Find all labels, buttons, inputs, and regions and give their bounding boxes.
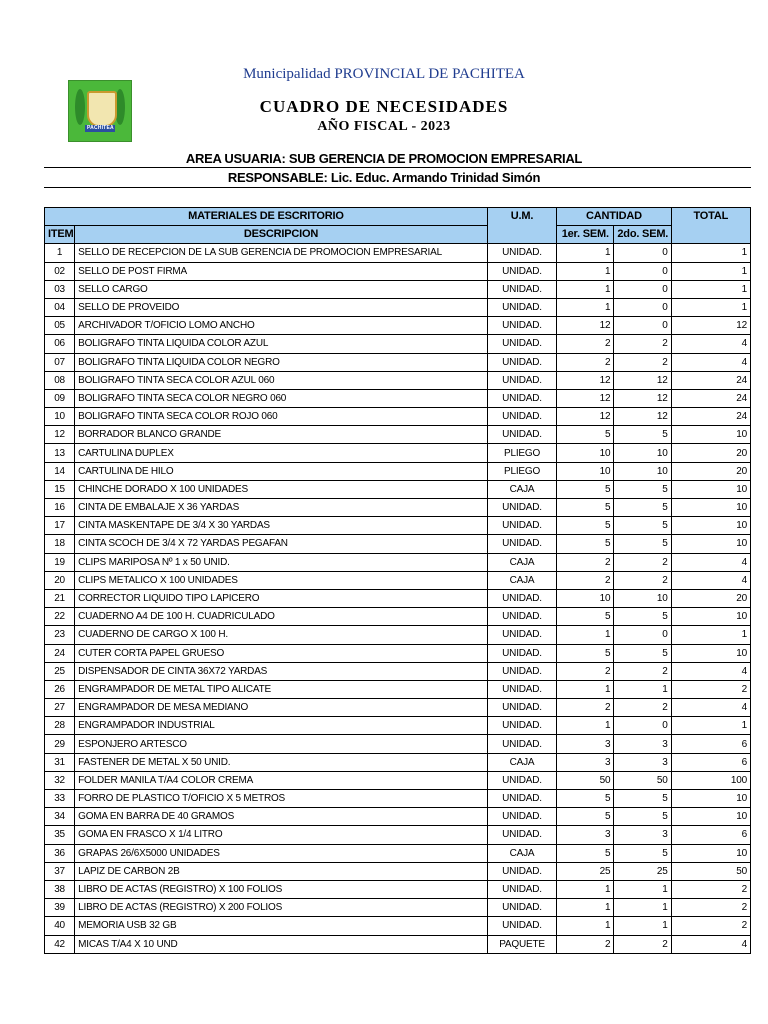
description-cell: MEMORIA USB 32 GB (75, 917, 488, 935)
description-cell: SELLO CARGO (75, 280, 488, 298)
sem1-cell: 50 (557, 771, 614, 789)
total-cell: 10 (671, 499, 750, 517)
description-cell: FASTENER DE METAL X 50 UNID. (75, 753, 488, 771)
sem2-cell: 1 (614, 917, 671, 935)
description-cell: FOLDER MANILA T/A4 COLOR CREMA (75, 771, 488, 789)
municipality-name: Municipalidad PROVINCIAL DE PACHITEA (243, 66, 525, 82)
table-row (45, 735, 751, 753)
total-cell: 10 (671, 426, 750, 444)
item-cell: 03 (45, 280, 75, 298)
total-cell: 1 (671, 262, 750, 280)
item-cell: 23 (45, 626, 75, 644)
um-cell: CAJA (487, 553, 556, 571)
sem2-cell: 5 (614, 499, 671, 517)
sem1-cell: 5 (557, 426, 614, 444)
item-cell: 32 (45, 771, 75, 789)
table-row (45, 353, 751, 371)
description-cell: BOLIGRAFO TINTA LIQUIDA COLOR NEGRO (75, 353, 488, 371)
total-cell: 2 (671, 917, 750, 935)
table-row (45, 517, 751, 535)
total-header: TOTAL (671, 208, 750, 244)
item-cell: 35 (45, 826, 75, 844)
sem1-cell: 2 (557, 571, 614, 589)
um-cell: UNIDAD. (487, 862, 556, 880)
description-cell: GOMA EN BARRA DE 40 GRAMOS (75, 808, 488, 826)
description-cell: CLIPS MARIPOSA Nº 1 x 50 UNID. (75, 553, 488, 571)
sem2-cell: 3 (614, 753, 671, 771)
sem1-cell: 3 (557, 753, 614, 771)
um-cell: UNIDAD. (487, 426, 556, 444)
responsible: RESPONSABLE: Lic. Educ. Armando Trinidad Simón (227, 170, 541, 185)
item-cell: 39 (45, 899, 75, 917)
item-cell: 25 (45, 662, 75, 680)
um-cell: PLIEGO (487, 444, 556, 462)
total-cell: 1 (671, 626, 750, 644)
sem1-cell: 5 (557, 608, 614, 626)
sem1-cell: 25 (557, 862, 614, 880)
description-cell: LIBRO DE ACTAS (REGISTRO) X 100 FOLIOS (75, 880, 488, 898)
sem2-cell: 2 (614, 335, 671, 353)
sem2-cell: 5 (614, 426, 671, 444)
sem2-cell: 10 (614, 589, 671, 607)
materials-header: MATERIALES DE ESCRITORIO (45, 208, 488, 226)
total-cell: 10 (671, 808, 750, 826)
sem2-cell: 5 (614, 844, 671, 862)
um-cell: UNIDAD. (487, 517, 556, 535)
sem1-cell: 12 (557, 371, 614, 389)
description-cell: CUADERNO DE CARGO X 100 H. (75, 626, 488, 644)
sem1-cell: 5 (557, 844, 614, 862)
total-cell: 10 (671, 644, 750, 662)
table-row (45, 426, 751, 444)
description-cell: SELLO DE RECEPCION DE LA SUB GERENCIA DE PROMOCION EMPRESARIAL (75, 244, 488, 262)
total-cell: 1 (671, 244, 750, 262)
table-row (45, 862, 751, 880)
total-cell: 24 (671, 371, 750, 389)
description-cell: CARTULINA DUPLEX (75, 444, 488, 462)
description-cell: MICAS T/A4 X 10 UND (75, 935, 488, 953)
sem1-cell: 10 (557, 462, 614, 480)
table-row (45, 499, 751, 517)
um-cell: UNIDAD. (487, 262, 556, 280)
description-cell: ENGRAMPADOR INDUSTRIAL (75, 717, 488, 735)
sem2-cell: 1 (614, 680, 671, 698)
total-cell: 6 (671, 735, 750, 753)
table-row (45, 608, 751, 626)
um-cell: PAQUETE (487, 935, 556, 953)
table-row (45, 790, 751, 808)
um-cell: UNIDAD. (487, 880, 556, 898)
sem2-cell: 0 (614, 626, 671, 644)
document-title: CUADRO DE NECESIDADES (259, 97, 509, 116)
table-row (45, 571, 751, 589)
sem1-cell: 1 (557, 280, 614, 298)
total-cell: 10 (671, 517, 750, 535)
table-row (45, 244, 751, 262)
item-cell: 14 (45, 462, 75, 480)
total-cell: 2 (671, 880, 750, 898)
item-cell: 29 (45, 735, 75, 753)
description-cell: DISPENSADOR DE CINTA 36X72 YARDAS (75, 662, 488, 680)
table-row (45, 662, 751, 680)
sem1-cell: 5 (557, 480, 614, 498)
description-cell: BOLIGRAFO TINTA SECA COLOR ROJO 060 (75, 408, 488, 426)
um-cell: UNIDAD. (487, 826, 556, 844)
sem1-cell: 5 (557, 808, 614, 826)
um-cell: UNIDAD. (487, 317, 556, 335)
sem2-cell: 10 (614, 462, 671, 480)
table-row (45, 262, 751, 280)
total-cell: 50 (671, 862, 750, 880)
total-cell: 2 (671, 899, 750, 917)
sem2-cell: 2 (614, 699, 671, 717)
description-cell: BORRADOR BLANCO GRANDE (75, 426, 488, 444)
total-cell: 10 (671, 844, 750, 862)
table-row (45, 717, 751, 735)
sem1-cell: 2 (557, 935, 614, 953)
sem1-cell: 12 (557, 408, 614, 426)
total-cell: 4 (671, 553, 750, 571)
description-cell: CINTA MASKENTAPE DE 3/4 X 30 YARDAS (75, 517, 488, 535)
sem2-cell: 12 (614, 371, 671, 389)
table-row (45, 699, 751, 717)
item-cell: 10 (45, 408, 75, 426)
sem1-cell: 5 (557, 644, 614, 662)
description-cell: GRAPAS 26/6X5000 UNIDADES (75, 844, 488, 862)
total-cell: 6 (671, 826, 750, 844)
item-cell: 31 (45, 753, 75, 771)
table-row (45, 644, 751, 662)
um-header: U.M. (487, 208, 556, 244)
um-cell: UNIDAD. (487, 717, 556, 735)
total-cell: 1 (671, 717, 750, 735)
sem2-cell: 5 (614, 480, 671, 498)
table-row (45, 899, 751, 917)
table-row (45, 280, 751, 298)
table-body (45, 244, 751, 953)
description-cell: ESPONJERO ARTESCO (75, 735, 488, 753)
item-cell: 1 (45, 244, 75, 262)
item-cell: 15 (45, 480, 75, 498)
sem2-cell: 5 (614, 608, 671, 626)
um-cell: UNIDAD. (487, 608, 556, 626)
um-cell: UNIDAD. (487, 735, 556, 753)
sem2-cell: 5 (614, 644, 671, 662)
table-row (45, 753, 751, 771)
um-cell: CAJA (487, 480, 556, 498)
item-cell: 13 (45, 444, 75, 462)
item-cell: 16 (45, 499, 75, 517)
sem2-cell: 0 (614, 317, 671, 335)
um-cell: PLIEGO (487, 462, 556, 480)
description-cell: SELLO DE PROVEIDO (75, 298, 488, 316)
total-cell: 4 (671, 662, 750, 680)
sem2-cell: 5 (614, 808, 671, 826)
item-cell: 28 (45, 717, 75, 735)
total-cell: 20 (671, 462, 750, 480)
table-row (45, 298, 751, 316)
table-row (45, 917, 751, 935)
description-cell: SELLO DE POST FIRMA (75, 262, 488, 280)
description-cell: LAPIZ DE CARBON 2B (75, 862, 488, 880)
description-cell: BOLIGRAFO TINTA LIQUIDA COLOR AZUL (75, 335, 488, 353)
item-header: ITEM (45, 226, 75, 244)
fiscal-year: AÑO FISCAL - 2023 (317, 119, 451, 134)
um-cell: UNIDAD. (487, 771, 556, 789)
item-cell: 42 (45, 935, 75, 953)
um-cell: UNIDAD. (487, 808, 556, 826)
sem1-cell: 2 (557, 335, 614, 353)
description-cell: CORRECTOR LIQUIDO TIPO LAPICERO (75, 589, 488, 607)
needs-table (44, 207, 751, 954)
total-cell: 4 (671, 571, 750, 589)
sem2-cell: 12 (614, 408, 671, 426)
sem1-cell: 5 (557, 790, 614, 808)
sem1-cell: 1 (557, 244, 614, 262)
table-row (45, 589, 751, 607)
um-cell: UNIDAD. (487, 680, 556, 698)
um-cell: UNIDAD. (487, 335, 556, 353)
total-cell: 20 (671, 444, 750, 462)
um-cell: UNIDAD. (487, 662, 556, 680)
user-area: AREA USUARIA: SUB GERENCIA DE PROMOCION EMPRESARIAL (185, 151, 583, 166)
sem1-cell: 1 (557, 298, 614, 316)
sem1-cell: 12 (557, 389, 614, 407)
total-cell: 10 (671, 535, 750, 553)
sem1-cell: 5 (557, 517, 614, 535)
table-row (45, 826, 751, 844)
um-cell: UNIDAD. (487, 589, 556, 607)
sem2-cell: 10 (614, 444, 671, 462)
divider-top (44, 167, 751, 168)
um-cell: UNIDAD. (487, 626, 556, 644)
um-cell: CAJA (487, 753, 556, 771)
table-row (45, 771, 751, 789)
description-cell: LIBRO DE ACTAS (REGISTRO) X 200 FOLIOS (75, 899, 488, 917)
total-cell: 1 (671, 298, 750, 316)
sem2-header: 2do. SEM. (614, 226, 671, 244)
item-cell: 20 (45, 571, 75, 589)
total-cell: 4 (671, 335, 750, 353)
sem2-cell: 12 (614, 389, 671, 407)
item-cell: 24 (45, 644, 75, 662)
sem2-cell: 3 (614, 735, 671, 753)
um-cell: UNIDAD. (487, 899, 556, 917)
description-cell: CLIPS METALICO X 100 UNIDADES (75, 571, 488, 589)
um-cell: UNIDAD. (487, 535, 556, 553)
description-cell: ENGRAMPADOR DE METAL TIPO ALICATE (75, 680, 488, 698)
sem2-cell: 5 (614, 790, 671, 808)
sem2-cell: 2 (614, 353, 671, 371)
description-cell: BOLIGRAFO TINTA SECA COLOR NEGRO 060 (75, 389, 488, 407)
um-cell: UNIDAD. (487, 353, 556, 371)
total-cell: 20 (671, 589, 750, 607)
description-header: DESCRIPCION (75, 226, 488, 244)
table-row (45, 844, 751, 862)
um-cell: UNIDAD. (487, 917, 556, 935)
description-cell: GOMA EN FRASCO X 1/4 LITRO (75, 826, 488, 844)
sem1-cell: 1 (557, 262, 614, 280)
description-cell: ARCHIVADOR T/OFICIO LOMO ANCHO (75, 317, 488, 335)
total-cell: 12 (671, 317, 750, 335)
description-cell: ENGRAMPADOR DE MESA MEDIANO (75, 699, 488, 717)
sem2-cell: 50 (614, 771, 671, 789)
item-cell: 02 (45, 262, 75, 280)
item-cell: 26 (45, 680, 75, 698)
table-row (45, 626, 751, 644)
total-cell: 2 (671, 680, 750, 698)
um-cell: UNIDAD. (487, 298, 556, 316)
table-row (45, 317, 751, 335)
sem1-cell: 2 (557, 662, 614, 680)
table-row (45, 389, 751, 407)
sem1-header: 1er. SEM. (557, 226, 614, 244)
item-cell: 06 (45, 335, 75, 353)
sem1-cell: 2 (557, 553, 614, 571)
total-cell: 6 (671, 753, 750, 771)
sem2-cell: 0 (614, 298, 671, 316)
sem1-cell: 1 (557, 680, 614, 698)
item-cell: 22 (45, 608, 75, 626)
total-cell: 1 (671, 280, 750, 298)
description-cell: CARTULINA DE HILO (75, 462, 488, 480)
sem1-cell: 1 (557, 917, 614, 935)
um-cell: UNIDAD. (487, 644, 556, 662)
sem2-cell: 5 (614, 535, 671, 553)
sem2-cell: 3 (614, 826, 671, 844)
table-row (45, 462, 751, 480)
item-cell: 19 (45, 553, 75, 571)
total-cell: 10 (671, 608, 750, 626)
um-cell: UNIDAD. (487, 371, 556, 389)
total-cell: 24 (671, 389, 750, 407)
divider-bottom (44, 187, 751, 188)
item-cell: 08 (45, 371, 75, 389)
description-cell: CINTA SCOCH DE 3/4 X 72 YARDAS PEGAFAN (75, 535, 488, 553)
sem1-cell: 3 (557, 826, 614, 844)
item-cell: 27 (45, 699, 75, 717)
logo-text: PACHITEA (87, 125, 114, 131)
sem1-cell: 3 (557, 735, 614, 753)
item-cell: 38 (45, 880, 75, 898)
um-cell: CAJA (487, 844, 556, 862)
sem2-cell: 0 (614, 717, 671, 735)
total-cell: 4 (671, 699, 750, 717)
um-cell: UNIDAD. (487, 408, 556, 426)
total-cell: 4 (671, 935, 750, 953)
table-row (45, 808, 751, 826)
table-row (45, 480, 751, 498)
total-cell: 24 (671, 408, 750, 426)
sem1-cell: 1 (557, 880, 614, 898)
item-cell: 18 (45, 535, 75, 553)
sem2-cell: 1 (614, 880, 671, 898)
sem1-cell: 10 (557, 444, 614, 462)
sem2-cell: 5 (614, 517, 671, 535)
item-cell: 09 (45, 389, 75, 407)
description-cell: BOLIGRAFO TINTA SECA COLOR AZUL 060 (75, 371, 488, 389)
total-cell: 10 (671, 480, 750, 498)
sem2-cell: 25 (614, 862, 671, 880)
sem2-cell: 0 (614, 244, 671, 262)
sem2-cell: 0 (614, 262, 671, 280)
item-cell: 40 (45, 917, 75, 935)
sem2-cell: 2 (614, 662, 671, 680)
um-cell: UNIDAD. (487, 280, 556, 298)
sem1-cell: 1 (557, 899, 614, 917)
description-cell: CINTA DE EMBALAJE X 36 YARDAS (75, 499, 488, 517)
sem1-cell: 1 (557, 717, 614, 735)
item-cell: 17 (45, 517, 75, 535)
sem1-cell: 12 (557, 317, 614, 335)
table-row (45, 535, 751, 553)
description-cell: CHINCHE DORADO X 100 UNIDADES (75, 480, 488, 498)
sem1-cell: 10 (557, 589, 614, 607)
description-cell: CUTER CORTA PAPEL GRUESO (75, 644, 488, 662)
sem1-cell: 5 (557, 499, 614, 517)
sem1-cell: 2 (557, 699, 614, 717)
item-cell: 36 (45, 844, 75, 862)
description-cell: FORRO DE PLASTICO T/OFICIO X 5 METROS (75, 790, 488, 808)
table-row (45, 935, 751, 953)
sem1-cell: 5 (557, 535, 614, 553)
item-cell: 12 (45, 426, 75, 444)
um-cell: UNIDAD. (487, 389, 556, 407)
um-cell: UNIDAD. (487, 699, 556, 717)
sem2-cell: 0 (614, 280, 671, 298)
item-cell: 07 (45, 353, 75, 371)
table-row (45, 444, 751, 462)
quantity-header: CANTIDAD (557, 208, 671, 226)
table-row (45, 880, 751, 898)
item-cell: 34 (45, 808, 75, 826)
um-cell: UNIDAD. (487, 244, 556, 262)
um-cell: UNIDAD. (487, 790, 556, 808)
item-cell: 04 (45, 298, 75, 316)
table-row (45, 335, 751, 353)
sem2-cell: 2 (614, 935, 671, 953)
item-cell: 33 (45, 790, 75, 808)
table-row (45, 371, 751, 389)
total-cell: 10 (671, 790, 750, 808)
item-cell: 21 (45, 589, 75, 607)
um-cell: CAJA (487, 571, 556, 589)
item-cell: 37 (45, 862, 75, 880)
table-row (45, 553, 751, 571)
sem2-cell: 2 (614, 571, 671, 589)
total-cell: 100 (671, 771, 750, 789)
item-cell: 05 (45, 317, 75, 335)
table-row (45, 408, 751, 426)
description-cell: CUADERNO A4 DE 100 H. CUADRICULADO (75, 608, 488, 626)
total-cell: 4 (671, 353, 750, 371)
sem1-cell: 1 (557, 626, 614, 644)
sem2-cell: 2 (614, 553, 671, 571)
sem2-cell: 1 (614, 899, 671, 917)
um-cell: UNIDAD. (487, 499, 556, 517)
sem1-cell: 2 (557, 353, 614, 371)
table-row (45, 680, 751, 698)
